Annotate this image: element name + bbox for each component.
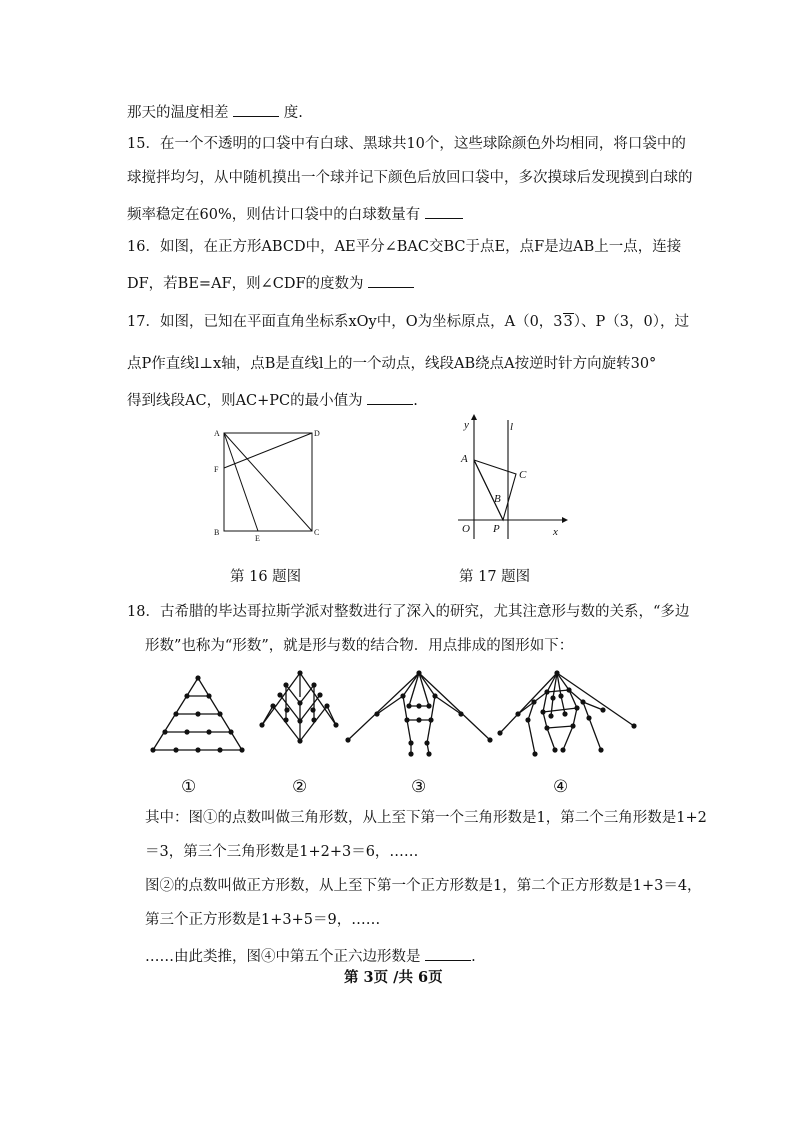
caption-figure-17: 第 17 题图	[459, 569, 531, 585]
segment-df	[224, 433, 312, 468]
q18-line-1: 18．古希腊的毕达哥拉斯学派对整数进行了深入的研究，尤其注意形与数的关系，“多边	[127, 604, 690, 620]
q15-line-2: 球搅拌均匀，从中随机摸出一个球并记下颜色后放回口袋中，多次摸球后发现摸到白球的	[127, 170, 693, 186]
figurate-figures	[145, 668, 655, 776]
segment-ae	[224, 433, 258, 531]
figure-2-dots	[259, 670, 338, 743]
figure-1-dots	[150, 675, 244, 752]
label-p: P	[493, 523, 500, 535]
text-segment: .	[413, 393, 418, 409]
text-line-1	[127, 100, 303, 123]
x-arrow	[562, 517, 568, 523]
figure-17-coordinate	[452, 414, 572, 544]
segment-ab	[474, 460, 503, 520]
q18-line-2: 形数”也称为“形数”，就是形与数的结合物．用点排成的图形如下：	[145, 638, 574, 654]
figure-number-4: ④	[553, 777, 569, 797]
q16-line-2	[127, 271, 414, 294]
label-c: C	[519, 469, 527, 481]
figure-number-3: ③	[411, 777, 427, 797]
q17-line-2: 点P作直线l⊥x轴，点B是直线l上的一个动点，线段AB绕点A按逆时针方向旋转30°	[127, 356, 657, 372]
label-e: E	[255, 534, 260, 543]
answer-blank	[367, 388, 413, 405]
text-segment: ）、P（3，0），过	[573, 314, 689, 330]
label-o: O	[462, 523, 470, 535]
answer-blank	[425, 944, 471, 961]
figure-number-2: ②	[292, 777, 308, 797]
label-a: A	[461, 453, 468, 465]
label-x: x	[553, 526, 558, 538]
page-footer: 第 3页 /共 6页	[344, 969, 443, 986]
q18-line-7	[145, 944, 476, 967]
label-b: B	[214, 528, 220, 537]
answer-blank	[425, 202, 463, 219]
figure-3-dots	[345, 670, 492, 756]
q15-line-1: 15．在一个不透明的口袋中有白球、黑球共10个，这些球除颜色外均相同，将口袋中的	[127, 136, 686, 152]
y-arrow	[471, 414, 477, 420]
q17-line-1	[127, 312, 689, 332]
caption-figure-16: 第 16 题图	[230, 569, 302, 585]
text-segment: 度.	[283, 105, 303, 121]
label-d: D	[314, 429, 320, 438]
q16-line-1: 16．如图，在正方形ABCD中，AE平分∠BAC交BC于点E，点F是边AB上一点，连接	[127, 239, 682, 255]
figure-16-square	[208, 424, 323, 544]
figure-3-pentagon	[348, 673, 490, 754]
answer-blank	[368, 271, 414, 288]
label-a: A	[214, 429, 220, 438]
text-segment: 得到线段AC，则AC+PC的最小值为	[127, 393, 363, 409]
q18-line-4: ＝3，第三个三角形数是1+2+3＝6，……	[145, 844, 419, 860]
text-segment: 那天的温度相差	[127, 105, 229, 121]
text-segment: 17．如图，已知在平面直角坐标系xOy中，O为坐标原点，A（0，3	[127, 314, 563, 330]
label-y: y	[464, 419, 469, 431]
figure-number-1: ①	[181, 777, 197, 797]
q18-line-5: 图②的点数叫做正方形数，从上至下第一个正方形数是1，第二个正方形数是1+3＝4，	[145, 878, 702, 894]
q17-line-3	[127, 388, 418, 411]
triangle-abc	[474, 460, 516, 520]
q18-line-3: 其中：图①的点数叫做三角形数，从上至下第一个三角形数是1，第二个三角形数是1+2	[145, 810, 707, 826]
label-l: l	[510, 421, 514, 433]
label-c: C	[314, 528, 320, 537]
segment-ac	[224, 433, 312, 531]
sqrt-radicand: 3	[563, 314, 573, 330]
q15-line-3	[127, 202, 463, 225]
label-b: B	[494, 493, 501, 505]
q18-line-6: 第三个正方形数是1+3+5＝9，……	[145, 912, 381, 928]
answer-blank	[233, 100, 279, 117]
text-segment: ……由此类推，图④中第五个正六边形数是	[145, 949, 421, 965]
label-f: F	[214, 465, 219, 474]
text-segment: DF，若BE=AF，则∠CDF的度数为	[127, 276, 364, 292]
text-segment: .	[471, 949, 476, 965]
text-segment: 频率稳定在60%，则估计口袋中的白球数量有	[127, 207, 421, 223]
